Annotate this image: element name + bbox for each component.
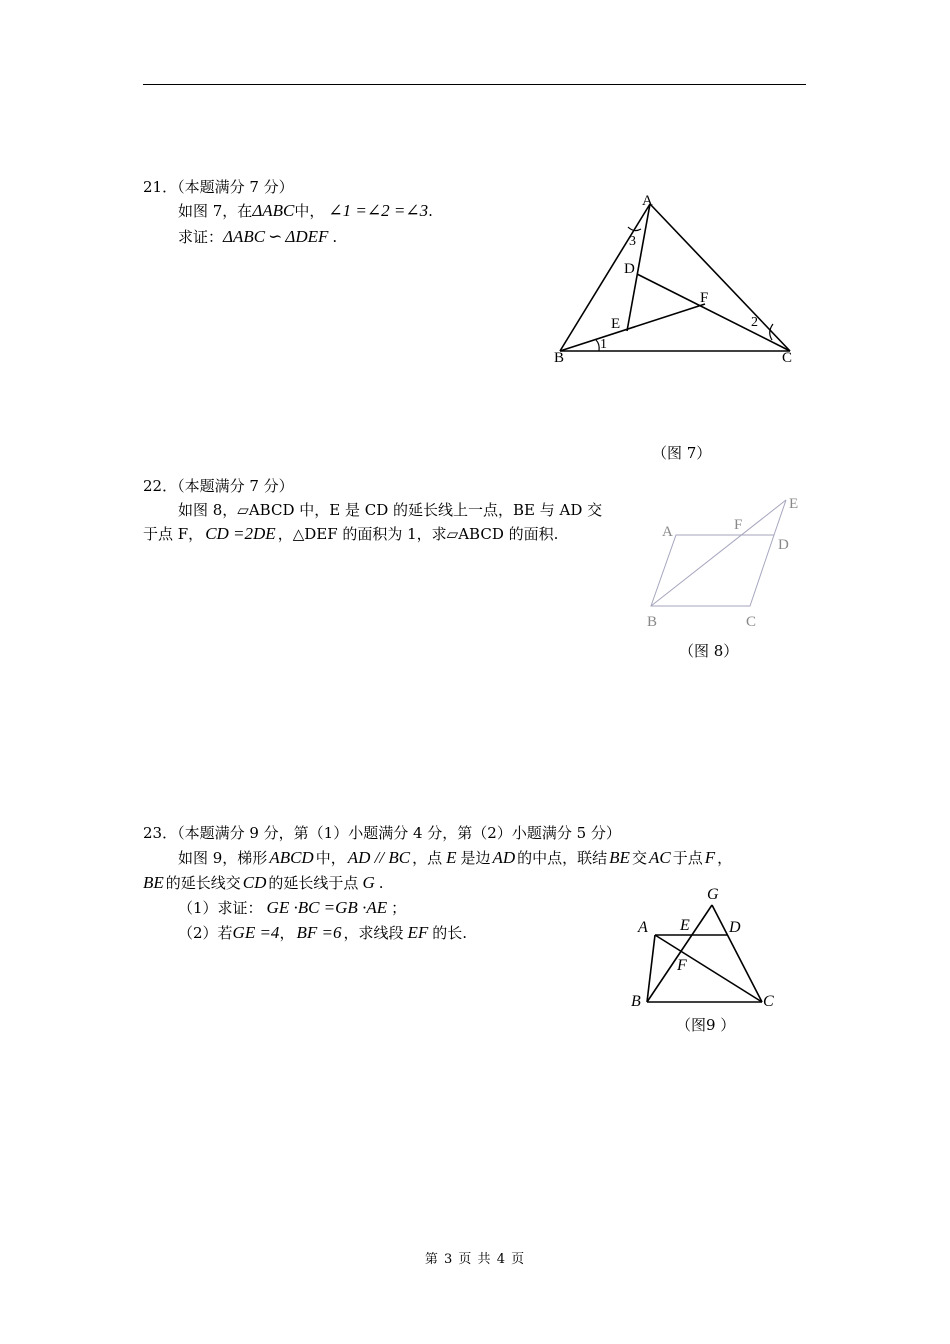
- label-g: G: [707, 886, 719, 903]
- problem-23-part2: （2）若GE =4， BF =6 ，求线段 EF 的长.: [178, 923, 468, 942]
- label-f: F: [700, 290, 709, 306]
- math-triangle-abc: ΔABC: [252, 201, 295, 220]
- label-d: D: [778, 537, 789, 553]
- label-c: C: [782, 350, 793, 366]
- page-footer: 第 3 页 共 4 页: [424, 1252, 526, 1267]
- label-a: A: [638, 919, 648, 936]
- label-angle-2: 2: [751, 315, 758, 330]
- label-e: E: [680, 917, 690, 934]
- problem-23-line2: BE 的延长线交 CD 的延长线于点 G .: [143, 873, 384, 892]
- figure-9-caption: （图9 ）: [676, 1016, 736, 1034]
- segment-ac: [655, 935, 762, 1002]
- label-f: F: [677, 957, 687, 974]
- label-b: B: [647, 614, 658, 630]
- label-b: B: [554, 350, 565, 366]
- problem-23-line1: 如图 9，梯形 ABCD 中， AD // BC ，点 E 是边 AD 的中点，联结 BE 交 AC 于点 F ，: [178, 848, 733, 867]
- problem-23-header: 23．（本题满分 9 分，第（1）小题满分 4 分，第（2）小题满分 5 分）: [143, 824, 621, 842]
- label-f: F: [734, 517, 743, 533]
- problem-22-line1: 如图 8，▱ABCD 中，E 是 CD 的延长线上一点，BE 与 AD 交: [178, 501, 603, 519]
- label-d: D: [729, 919, 741, 936]
- similar-symbol: ∽: [268, 227, 283, 246]
- math-cd-2de: CD =2DE: [205, 524, 276, 543]
- label-angle-3: 3: [629, 234, 636, 249]
- problem-22-line2: 于点 F， CD =2DE ，△DEF 的面积为 1，求▱ABCD 的面积.: [143, 524, 559, 543]
- label-e: E: [611, 316, 621, 332]
- math-triangle-abc: ΔABC: [223, 227, 266, 246]
- label-a: A: [662, 524, 673, 540]
- math-angle-equality: ∠1 =∠2 =∠3: [328, 201, 429, 220]
- problem-21-prove: 求证：ΔABC ∽ ΔDEF .: [178, 227, 338, 246]
- problem-21-header: 21．（本题满分 7 分）: [143, 178, 294, 196]
- figure-7-caption: （图 7）: [652, 444, 712, 462]
- problem-21-statement: 如图 7，在ΔABC中， ∠1 =∠2 =∠3.: [178, 201, 433, 220]
- label-c: C: [763, 993, 774, 1010]
- label-d: D: [624, 261, 635, 277]
- problem-22-header: 22．（本题满分 7 分）: [143, 477, 294, 495]
- label-e: E: [789, 496, 799, 512]
- label-b: B: [631, 993, 641, 1010]
- math-triangle-def: ΔDEF: [285, 227, 329, 246]
- label-c: C: [746, 614, 757, 630]
- figure-8-caption: （图 8）: [679, 642, 739, 660]
- label-angle-1: 1: [600, 337, 607, 352]
- label-a: A: [642, 193, 653, 209]
- problem-23-part1: （1）求证： GE ·BC =GB ·AE ；: [178, 898, 407, 917]
